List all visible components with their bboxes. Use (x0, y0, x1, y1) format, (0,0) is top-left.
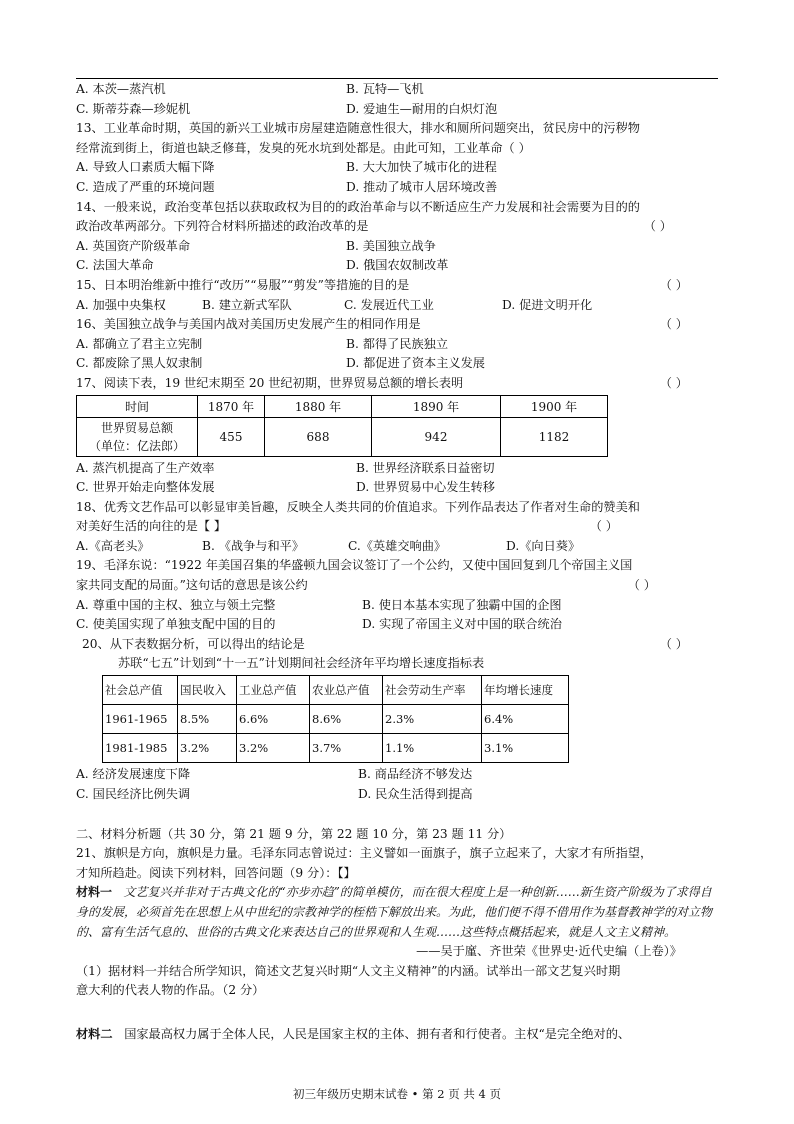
q14-option-c[interactable]: C. 法国大革命 (76, 258, 154, 273)
q15-option-d[interactable]: D. 促进文明开化 (502, 297, 593, 312)
q17-stem-row (76, 374, 718, 394)
table-row (103, 676, 569, 705)
q16-options-row2 (76, 354, 718, 374)
q20-options-row1 (76, 765, 718, 785)
q20-answer-paren[interactable]: （ ） (659, 636, 688, 651)
table-row (77, 417, 608, 456)
q16-stem-row (76, 315, 718, 335)
table-row (103, 705, 569, 734)
table-header-cell: 国民收入 (178, 676, 237, 705)
q18-stem-2-row (76, 517, 718, 537)
table-cell: 688 (265, 417, 372, 456)
table-header-cell: 年均增长速度 (482, 676, 569, 705)
q18-option-b[interactable]: B. 《战争与和平》 (202, 538, 305, 553)
q15-stem: 15、日本明治维新中推行“改历”“易服”“剪发”等措施的目的是 (76, 277, 410, 292)
table-cell: 455 (198, 417, 265, 456)
q15-option-c[interactable]: C. 发展近代工业 (344, 297, 434, 312)
q19-answer-paren[interactable]: （ ） (627, 578, 656, 593)
q13-option-b[interactable]: B. 大大加快了城市化的进程 (346, 160, 497, 175)
q17-option-d[interactable]: D. 世界贸易中心发生转移 (356, 480, 495, 495)
q13-options-row1 (76, 158, 718, 178)
q21-line-1: 21、旗帜是方向，旗帜是力量。毛泽东同志曾说过：主义譬如一面旗子，旗子立起来了，大家才有所指望， (76, 846, 653, 861)
q13-options-row2 (76, 178, 718, 198)
table-cell: 2.3% (383, 705, 482, 734)
table-header-cell: 1900 年 (501, 395, 608, 417)
q20-stem-row (76, 635, 718, 655)
table-cell: 1961-1965 (103, 705, 178, 734)
material-2-tag: 材料二 (76, 1026, 113, 1041)
q13-option-d[interactable]: D. 推动了城市人居环境改善 (346, 179, 498, 194)
q14-options-row2 (76, 256, 718, 276)
row-label-line1: 世界贸易总额 (100, 420, 173, 435)
q19-option-a[interactable]: A. 尊重中国的主权、独立与领土完整 (76, 597, 276, 612)
q16-option-c[interactable]: C. 都废除了黑人奴隶制 (76, 356, 203, 371)
material-2-text: 国家最高权力属于全体人民，人民是国家主权的主体、拥有者和行使者。主权“是完全绝对的、 (124, 1026, 631, 1041)
q17-option-c[interactable]: C. 世界开始走向整体发展 (76, 480, 215, 495)
q14-stem-2: 政治改革两部分。下列符合材料所描述的政治改革的是 (76, 219, 369, 234)
material-2 (76, 1025, 718, 1045)
q16-options-row1 (76, 335, 718, 355)
exam-page (76, 72, 718, 1045)
table-cell: 6.6% (237, 705, 310, 734)
q12-option-d[interactable]: D. 爱迪生—耐用的白炽灯泡 (346, 101, 498, 116)
q16-answer-paren[interactable]: （ ） (659, 317, 688, 332)
table-cell: 1981-1985 (103, 734, 178, 763)
q12-option-a[interactable]: A. 本茨—蒸汽机 (76, 82, 166, 96)
q17-trade-table (76, 395, 608, 457)
table-header-cell: 1880 年 (265, 395, 372, 417)
q12-option-c[interactable]: C. 斯蒂芬森—珍妮机 (76, 101, 191, 116)
q18-answer-paren[interactable]: （ ） (589, 519, 618, 534)
material-1 (76, 883, 718, 942)
table-header-cell: 农业总产值 (310, 676, 383, 705)
table-header-cell: 1870 年 (198, 395, 265, 417)
q12-options-row2 (76, 100, 718, 120)
q13-stem-1: 13、工业革命时期，英国的新兴工业城市房屋建造随意性很大，排水和厕所问题突出，贫民房中的污秽物 (76, 121, 640, 136)
q20-options-row2 (76, 785, 718, 805)
q19-option-d[interactable]: D. 实现了帝国主义对中国的联合统治 (362, 617, 562, 632)
q12-options-row1 (76, 80, 718, 100)
sub-question-1-line-2: 意大利的代表人物的作品。（2 分） (76, 983, 265, 998)
q16-option-a[interactable]: A. 都确立了君主立宪制 (76, 336, 203, 351)
table-cell: 1.1% (383, 734, 482, 763)
material-1-source: ——吴于廑、齐世荣《世界史·近代史编（上卷）》 (416, 944, 682, 959)
q13-option-a[interactable]: A. 导致人口素质大幅下降 (76, 160, 215, 175)
q17-answer-paren[interactable]: （ ） (659, 375, 688, 390)
q19-option-b[interactable]: B. 使日本基本实现了独霸中国的企图 (362, 597, 562, 612)
q13-option-c[interactable]: C. 造成了严重的环境问题 (76, 179, 215, 194)
table-cell: 3.2% (237, 734, 310, 763)
q17-stem: 17、阅读下表，19 世纪末期至 20 世纪初期，世界贸易总额的增长表明 (76, 375, 464, 390)
q20-option-a[interactable]: A. 经济发展速度下降 (76, 767, 191, 782)
material-1-tag: 材料一 (76, 885, 113, 900)
q14-option-d[interactable]: D. 俄国农奴制改革 (346, 258, 449, 273)
q12-option-b[interactable]: B. 瓦特—飞机 (346, 82, 424, 96)
table-row-label (77, 417, 198, 456)
q16-stem: 16、美国独立战争与美国内战对美国历史发展产生的相同作用是 (76, 317, 421, 332)
section2-heading: 二、材料分析题（共 30 分，第 21 题 9 分，第 22 题 10 分，第 23 题 11 分） (76, 826, 512, 841)
q15-options (76, 296, 718, 316)
page-footer: 初三年级历史期末试卷 • 第 2 页 共 4 页 (292, 1087, 501, 1101)
q15-answer-paren[interactable]: （ ） (659, 277, 688, 292)
table-row (103, 734, 569, 763)
table-cell: 8.6% (310, 705, 383, 734)
q20-table-title: 苏联“七五”计划到“十一五”计划期间社会经济年平均增长速度指标表 (118, 656, 485, 671)
table-header-cell: 工业总产值 (237, 676, 310, 705)
row-label-line2: （单位：亿法郎） (88, 438, 185, 453)
q14-option-b[interactable]: B. 美国独立战争 (346, 238, 436, 253)
table-cell: 3.1% (482, 734, 569, 763)
q20-stem: 20、从下表数据分析，可以得出的结论是 (82, 636, 305, 651)
q19-options-row2 (76, 615, 718, 635)
q17-options-row2 (76, 478, 718, 498)
q20-option-d[interactable]: D. 民众生活得到提高 (358, 787, 473, 802)
q19-stem-2-row (76, 576, 718, 596)
q17-option-b[interactable]: B. 世界经济联系日益密切 (356, 460, 495, 475)
material-1-text: 文艺复兴并非对于古典文化的“亦步亦趋”的简单模仿，而在很大程度上是一种创新……新生资产阶级为了求得自身的发展，必须首先在思想上从中世纪的宗教神学的桎梏下解放出来。为此，他们便不得不借用作为基督教神学的对立物的、富有生活气息的、世俗的古典文化来表达自己的世界观和人生观……这些特点概括起来，就是人文主义精神。 (76, 885, 713, 939)
q19-option-c[interactable]: C. 使美国实现了单独支配中国的目的 (76, 617, 276, 632)
q19-options-row1 (76, 596, 718, 616)
q14-answer-paren[interactable]: （ ） (643, 219, 672, 234)
q14-options-row1 (76, 237, 718, 257)
table-cell: 1182 (501, 417, 608, 456)
q18-options (76, 537, 718, 557)
q14-stem-1: 14、一般来说，政治变革包括以获取政权为目的的政治革命与以不断适应生产力发展和社会需要为目的的 (76, 199, 640, 214)
table-cell: 3.2% (178, 734, 237, 763)
q18-option-c[interactable]: C.《英雄交响曲》 (348, 538, 447, 553)
q20-option-b[interactable]: B. 商品经济不够发达 (358, 767, 473, 782)
table-cell: 942 (372, 417, 501, 456)
table-header-cell: 时间 (77, 395, 198, 417)
table-cell: 6.4% (482, 705, 569, 734)
table-header-cell: 社会总产值 (103, 676, 178, 705)
sub-question-1-line-1: （1）据材料一并结合所学知识，简述文艺复兴时期“人文主义精神”的内涵。试举出一部文艺复兴时期 (76, 963, 621, 978)
q16-option-b[interactable]: B. 都得了民族独立 (346, 336, 449, 351)
q15-stem-row (76, 276, 718, 296)
q18-option-a[interactable]: A.《高老头》 (76, 538, 150, 553)
table-header-cell: 1890 年 (372, 395, 501, 417)
q18-option-d[interactable]: D.《向日葵》 (506, 538, 581, 553)
q14-option-a[interactable]: A. 英国资产阶级革命 (76, 238, 191, 253)
q13-stem-2: 经常流到街上，街道也缺乏修葺，发臭的死水坑到处都是。由此可知，工业革命（ ） (76, 140, 531, 155)
table-row (77, 395, 608, 417)
q16-option-d[interactable]: D. 都促进了资本主义发展 (346, 356, 485, 371)
q18-stem-2: 对美好生活的向往的是【 】 (76, 519, 227, 534)
q18-stem-1: 18、优秀文艺作品可以彰显审美旨趣，反映全人类共同的价值追求。下列作品表达了作者对生命的赞美和 (76, 499, 640, 514)
table-cell: 8.5% (178, 705, 237, 734)
q15-option-a[interactable]: A. 加强中央集权 (76, 297, 166, 312)
q20-option-c[interactable]: C. 国民经济比例失调 (76, 787, 191, 802)
q19-stem-2: 家共同支配的局面。”这句话的意思是该公约 (76, 578, 308, 593)
q14-stem-2-row (76, 217, 718, 237)
q15-option-b[interactable]: B. 建立新式军队 (202, 297, 292, 312)
table-cell: 3.7% (310, 734, 383, 763)
q19-stem-1: 19、毛泽东说：“1922 年美国召集的华盛顿九国会议签订了一个公约，又使中国回复到几个帝国主义国 (76, 558, 633, 573)
q21-line-2: 才知所趋赴。阅读下列材料，回答问题（9 分）：【】 (76, 865, 356, 880)
q17-options-row1 (76, 459, 718, 479)
table-header-cell: 社会劳动生产率 (383, 676, 482, 705)
q17-option-a[interactable]: A. 蒸汽机提高了生产效率 (76, 460, 215, 475)
q20-growth-table (102, 675, 569, 763)
